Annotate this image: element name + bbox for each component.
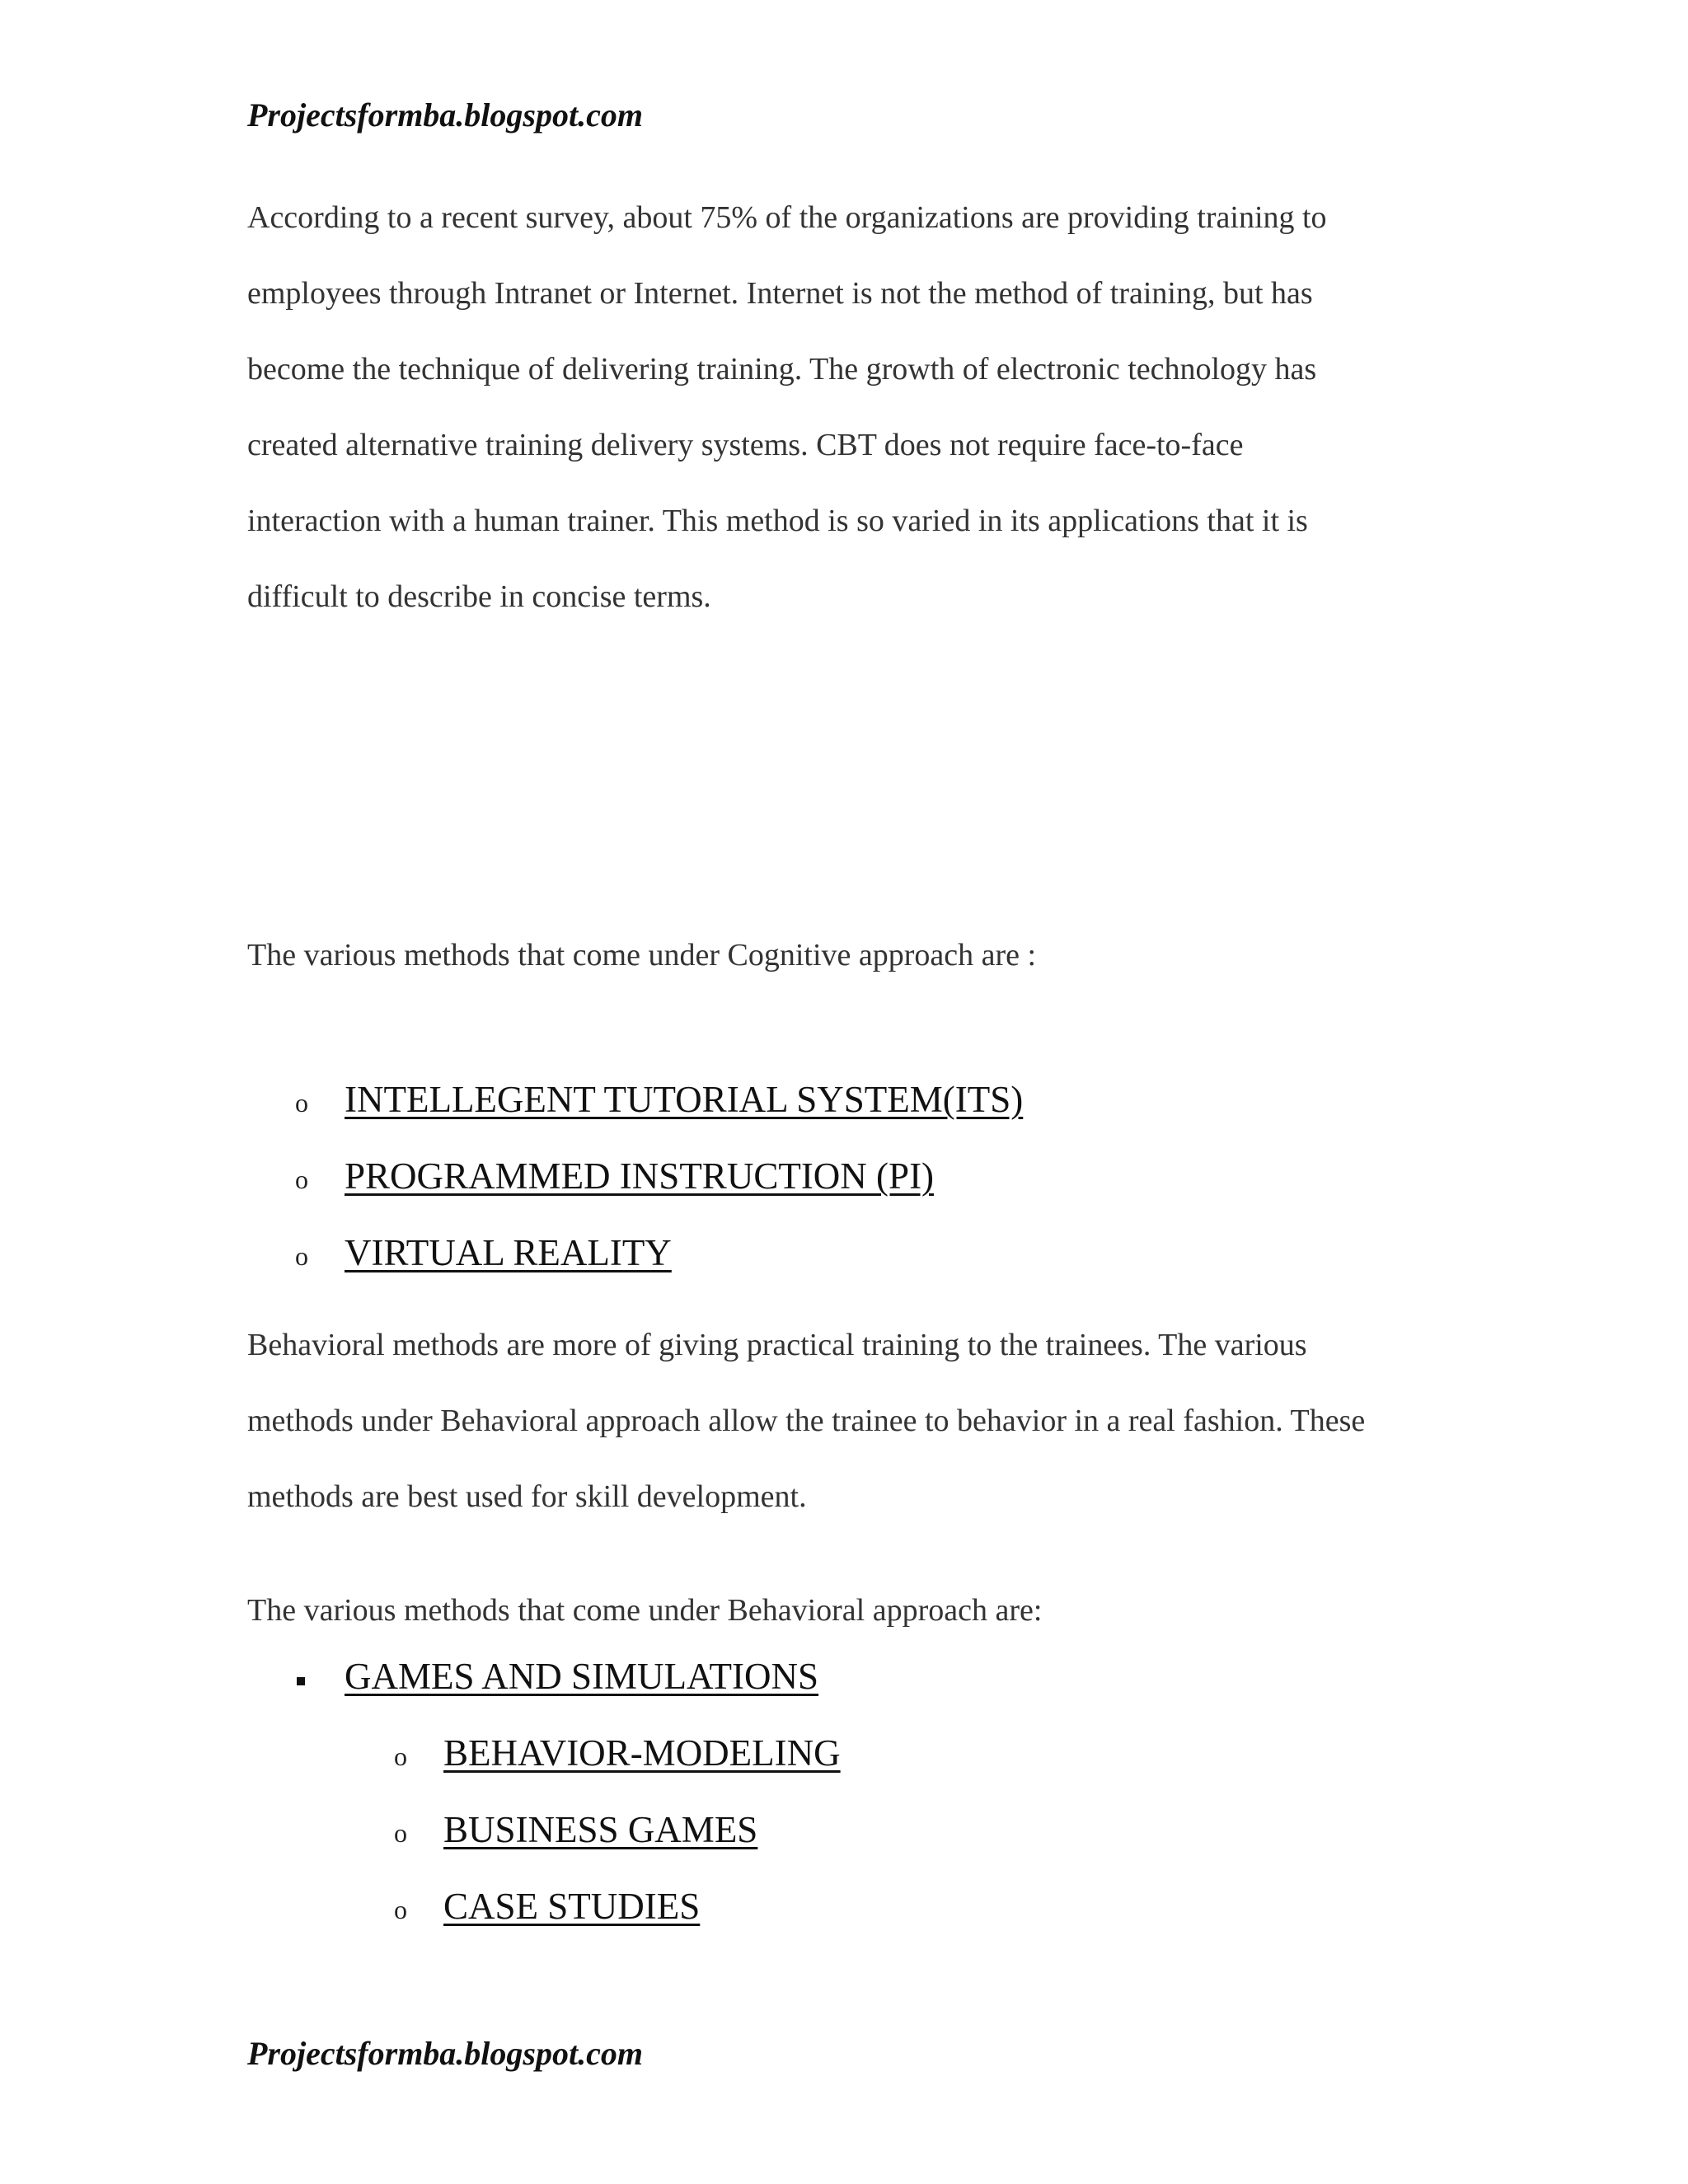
page-header: Projectsformba.blogspot.com [247,96,643,134]
page-footer: Projectsformba.blogspot.com [247,2035,643,2072]
cognitive-intro [247,917,1451,993]
circle-bullet-icon: o [394,1818,407,1848]
circle-bullet-icon: o [295,1088,308,1118]
paragraph-line: become the technique of delivering training. The growth of electronic technology has [247,352,1317,387]
paragraph-line: interaction with a human trainer. This method is so varied in its applications that it is [247,504,1308,538]
circle-bullet-icon: o [394,1741,407,1771]
paragraph-line: methods are best used for skill development. [247,1479,807,1514]
circle-bullet-icon: o [295,1165,308,1194]
cognitive-intro-text: The various methods that come under Cognitive approach are : [247,938,1037,972]
behavioral-paragraph [247,1307,1451,1535]
paragraph-line: created alternative training delivery systems. CBT does not require face-to-face [247,428,1244,462]
behavioral-intro [247,1572,1451,1648]
list-item-label[interactable]: VIRTUAL REALITY [345,1232,672,1273]
list-item-label[interactable]: INTELLEGENT TUTORIAL SYSTEM(ITS) [345,1079,1024,1120]
paragraph-line: methods under Behavioral approach allow the trainee to behavior in a real fashion. These [247,1404,1366,1438]
circle-bullet-icon: o [394,1895,407,1924]
list-item-label[interactable]: BUSINESS GAMES [443,1809,758,1850]
paragraph-line: employees through Intranet or Internet. Internet is not the method of training, but has [247,276,1313,311]
list-item-label[interactable]: CASE STUDIES [443,1886,701,1927]
paragraph-line: According to a recent survey, about 75% of the organizations are providing training to [247,200,1327,235]
intro-paragraph [247,180,1451,635]
list-item-label[interactable]: GAMES AND SIMULATIONS [345,1656,819,1697]
circle-bullet-icon: o [295,1241,308,1271]
paragraph-line: difficult to describe in concise terms. [247,579,711,614]
paragraph-line: Behavioral methods are more of giving practical training to the trainees. The various [247,1328,1307,1362]
list-item-label[interactable]: PROGRAMMED INSTRUCTION (PI) [345,1155,935,1197]
behavioral-intro-text: The various methods that come under Behavioral approach are: [247,1593,1043,1628]
list-item-label[interactable]: BEHAVIOR-MODELING [443,1732,841,1774]
square-bullet-icon [297,1677,305,1685]
